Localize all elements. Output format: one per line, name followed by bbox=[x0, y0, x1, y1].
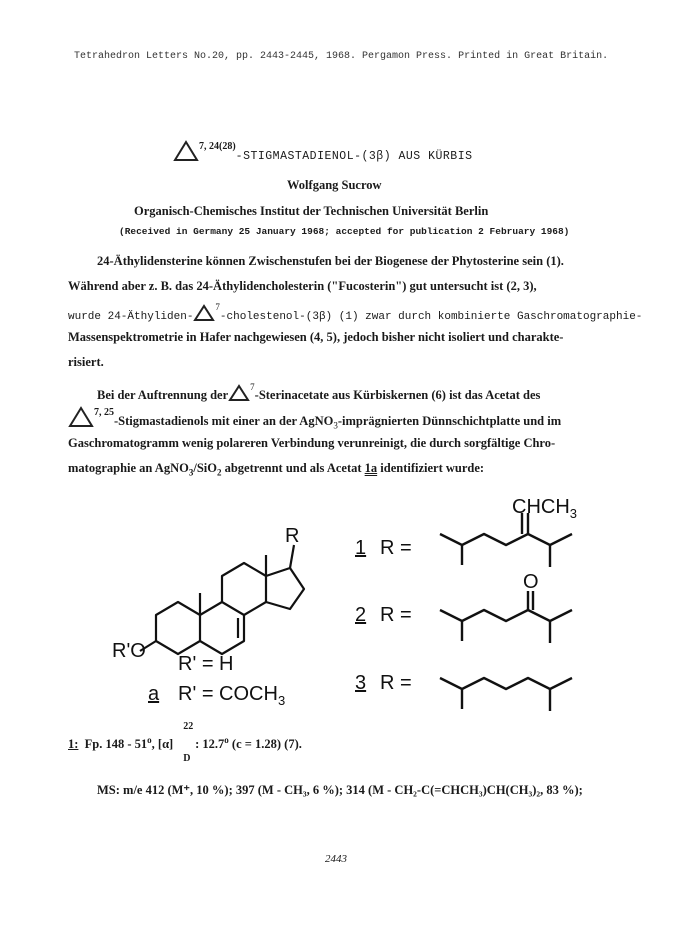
paper-title bbox=[173, 140, 473, 164]
body-line: risiert. bbox=[68, 355, 104, 369]
delta-symbol bbox=[173, 140, 199, 162]
chch3-label: $CHCH_3$ bbox=[512, 496, 578, 521]
ms-data-line: MS: m/e 412 (M⁺, 10 %); 397 (M - CH₃, 6 %); 314 (M - CH₂-C(=CHCH₃)CH(CH₃)₂, 83 %); bbox=[97, 783, 583, 797]
body-line: $^{7, 25}$-Stigmastadienols mit einer an der AgNO$_3$-imprägnierten Dünnschichtplatte und im bbox=[68, 406, 561, 431]
delta-symbol bbox=[228, 384, 250, 402]
body-line: Massenspektrometrie in Hafer nachgewiesen (4, 5), jedoch bisher nicht isoliert und charakte- bbox=[68, 330, 564, 344]
delta-symbol bbox=[68, 406, 94, 428]
title-text: -STIGMASTADIENOL-(3β) AUS KÜRBIS bbox=[235, 150, 473, 163]
steroid-skeleton bbox=[140, 545, 304, 654]
side-chain-3 bbox=[440, 678, 572, 711]
received-line: (Received in Germany 25 January 1968; accepted for publication 2 February 1968) bbox=[119, 226, 570, 237]
physical-data-line: 1: Fp. 148 - 51$^o$, [α] 22 D : 12.7$^o$ (c = 1.28) (7). bbox=[68, 721, 302, 765]
affiliation: Organisch-Chemisches Institut der Technischen Universität Berlin bbox=[134, 204, 489, 218]
r-prime-h: R' = H bbox=[178, 653, 234, 675]
side-chain-2 bbox=[440, 591, 572, 643]
oxo-label: O bbox=[523, 571, 539, 593]
compound-number-2: 2 bbox=[355, 604, 367, 626]
ro-label: R'O bbox=[112, 640, 146, 662]
r-prime-acetyl: $R' = COCH_3$ bbox=[178, 683, 286, 708]
body-line: Gaschromatogramm wenig polareren Verbindung verunreinigt, die durch sorgfältige Chro- bbox=[68, 436, 556, 450]
variant-a-label: a bbox=[148, 683, 160, 705]
compound-number-3: 3 bbox=[355, 672, 367, 694]
body-line: matographie an AgNO$_3$/SiO$_2$ abgetrennt und als Acetat 1a identifiziert wurde: bbox=[68, 461, 485, 478]
page-number: 2443 bbox=[325, 853, 347, 865]
delta-symbol bbox=[193, 304, 215, 322]
body-line: Während aber z. B. das 24-Äthylidencholesterin ("Fucosterin") gut untersucht ist (2, 3), bbox=[68, 279, 537, 293]
chemical-structure-figure bbox=[0, 485, 680, 725]
journal-header: Tetrahedron Letters No.20, pp. 2443-2445, 1968. Pergamon Press. Printed in Great Britain. bbox=[74, 51, 609, 62]
r-label: R bbox=[285, 525, 300, 547]
body-line: wurde 24-Äthyliden-$^7$-cholestenol-(3β) (1) zwar durch kombinierte Gaschromatographie- bbox=[68, 302, 643, 323]
body-line: Bei der Auftrennung der$^7$-Sterinacetate aus Kürbiskernen (6) ist das Acetat des bbox=[97, 382, 541, 402]
title-superscript: 7, 24(28) bbox=[199, 141, 236, 152]
r-equals: R = bbox=[380, 537, 412, 559]
side-chain-1 bbox=[440, 513, 572, 567]
r-equals: R = bbox=[380, 604, 412, 626]
r-equals: R = bbox=[380, 672, 412, 694]
compound-number-1: 1 bbox=[355, 537, 367, 559]
author: Wolfgang Sucrow bbox=[287, 178, 382, 192]
body-line: 24-Äthylidensterine können Zwischenstufen bei der Biogenese der Phytosterine sein (1). bbox=[97, 254, 564, 268]
